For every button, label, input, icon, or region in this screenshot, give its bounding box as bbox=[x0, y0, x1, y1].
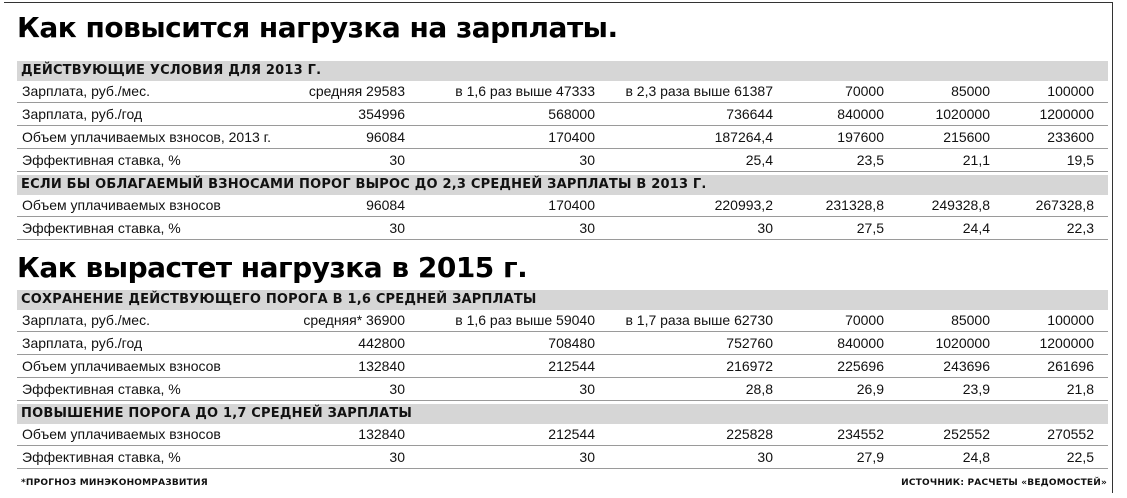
footnote-forecast: *ПРОГНОЗ МИНЭКОНОМРАЗВИТИЯ bbox=[21, 478, 208, 488]
value-col-6: 270552 bbox=[1047, 426, 1094, 442]
value-col-5: 1020000 bbox=[935, 106, 990, 122]
value-col-6: 261696 bbox=[1047, 358, 1094, 374]
row-label: Эффективная ставка, % bbox=[22, 381, 181, 397]
value-col-6: 100000 bbox=[1047, 83, 1094, 99]
section-heading: СОХРАНЕНИЕ ДЕЙСТВУЮЩЕГО ПОРОГА В 1,6 СРЕДНЕЙ ЗАРПЛАТЫ bbox=[17, 290, 1108, 310]
row-label: Объем уплачиваемых взносов, 2013 г. bbox=[22, 129, 271, 145]
value-col-6: 267328,8 bbox=[1035, 197, 1094, 213]
value-col-4: 234552 bbox=[837, 426, 884, 442]
table-row bbox=[17, 355, 1108, 378]
row-label: Зарплата, руб./мес. bbox=[22, 312, 150, 328]
value-col-3: 225828 bbox=[726, 426, 773, 442]
value-col-6: 21,8 bbox=[1066, 381, 1094, 397]
value-col-5: 249328,8 bbox=[931, 197, 990, 213]
table-row bbox=[17, 103, 1108, 126]
value-col-6: 100000 bbox=[1047, 312, 1094, 328]
value-col-3: 187264,4 bbox=[714, 129, 773, 145]
value-col-2: 30 bbox=[579, 220, 595, 236]
value-col-4: 70000 bbox=[845, 83, 884, 99]
value-col-1: 442800 bbox=[358, 335, 405, 351]
footnote-source: ИСТОЧНИК: РАСЧЕТЫ «ВЕДОМОСТЕЙ» bbox=[901, 478, 1107, 488]
value-col-4: 840000 bbox=[837, 106, 884, 122]
value-col-1: 132840 bbox=[358, 358, 405, 374]
row-label: Зарплата, руб./год bbox=[22, 106, 143, 122]
value-col-2: 708480 bbox=[548, 335, 595, 351]
section-heading: ПОВЫШЕНИЕ ПОРОГА ДО 1,7 СРЕДНЕЙ ЗАРПЛАТЫ bbox=[17, 404, 1108, 424]
value-col-3: 752760 bbox=[726, 335, 773, 351]
table-row bbox=[17, 80, 1108, 103]
value-col-2: 170400 bbox=[548, 197, 595, 213]
value-col-6: 19,5 bbox=[1066, 152, 1094, 168]
row-label: Зарплата, руб./мес. bbox=[22, 83, 150, 99]
value-col-2: 170400 bbox=[548, 129, 595, 145]
value-col-4: 231328,8 bbox=[825, 197, 884, 213]
value-col-6: 1200000 bbox=[1039, 335, 1094, 351]
row-label: Эффективная ставка, % bbox=[22, 152, 181, 168]
value-col-3: в 2,3 раза выше 61387 bbox=[625, 83, 773, 99]
value-col-1: средняя* 36900 bbox=[303, 312, 405, 328]
title-2015: Как вырастет нагрузка в 2015 г. bbox=[17, 251, 528, 284]
row-label: Эффективная ставка, % bbox=[22, 220, 181, 236]
value-col-6: 22,3 bbox=[1066, 220, 1094, 236]
value-col-4: 225696 bbox=[837, 358, 884, 374]
section-heading: ЕСЛИ БЫ ОБЛАГАЕМЫЙ ВЗНОСАМИ ПОРОГ ВЫРОС ДО 2,3 СРЕДНЕЙ ЗАРПЛАТЫ В 2013 Г. bbox=[17, 175, 1108, 195]
value-col-4: 197600 bbox=[837, 129, 884, 145]
value-col-3: 30 bbox=[757, 449, 773, 465]
value-col-5: 252552 bbox=[943, 426, 990, 442]
value-col-1: 354996 bbox=[358, 106, 405, 122]
value-col-2: в 1,6 раз выше 47333 bbox=[455, 83, 595, 99]
value-col-5: 85000 bbox=[951, 312, 990, 328]
row-label: Объем уплачиваемых взносов bbox=[22, 358, 221, 374]
title-2013-text: Как повысится нагрузка на зарплаты bbox=[17, 11, 608, 44]
value-col-6: 22,5 bbox=[1066, 449, 1094, 465]
value-col-5: 21,1 bbox=[962, 152, 990, 168]
row-label: Эффективная ставка, % bbox=[22, 449, 181, 465]
value-col-6: 1200000 bbox=[1039, 106, 1094, 122]
table-row bbox=[17, 194, 1108, 217]
value-col-2: 30 bbox=[579, 152, 595, 168]
value-col-5: 24,8 bbox=[962, 449, 990, 465]
value-col-2: 30 bbox=[579, 449, 595, 465]
value-col-4: 26,9 bbox=[856, 381, 884, 397]
value-col-5: 1020000 bbox=[935, 335, 990, 351]
value-col-1: 96084 bbox=[366, 197, 405, 213]
table-row bbox=[17, 446, 1108, 469]
value-col-2: 30 bbox=[579, 381, 595, 397]
value-col-5: 24,4 bbox=[962, 220, 990, 236]
section-heading: ДЕЙСТВУЮЩИЕ УСЛОВИЯ ДЛЯ 2013 Г. bbox=[17, 61, 1108, 81]
table-row bbox=[17, 423, 1108, 446]
table-row bbox=[17, 149, 1108, 172]
value-col-5: 215600 bbox=[943, 129, 990, 145]
value-col-1: 30 bbox=[389, 381, 405, 397]
value-col-4: 840000 bbox=[837, 335, 884, 351]
value-col-3: 736644 bbox=[726, 106, 773, 122]
value-col-2: 568000 bbox=[548, 106, 595, 122]
value-col-4: 27,5 bbox=[856, 220, 884, 236]
value-col-1: 30 bbox=[389, 152, 405, 168]
value-col-5: 85000 bbox=[951, 83, 990, 99]
table-row bbox=[17, 217, 1108, 240]
row-label: Объем уплачиваемых взносов bbox=[22, 426, 221, 442]
row-label: Объем уплачиваемых взносов bbox=[22, 197, 221, 213]
table-row bbox=[17, 126, 1108, 149]
value-col-3: 25,4 bbox=[745, 152, 773, 168]
value-col-6: 233600 bbox=[1047, 129, 1094, 145]
table-row bbox=[17, 378, 1108, 401]
value-col-3: 220993,2 bbox=[714, 197, 773, 213]
value-col-3: 28,8 bbox=[745, 381, 773, 397]
row-label: Зарплата, руб./год bbox=[22, 335, 143, 351]
value-col-2: в 1,6 раз выше 59040 bbox=[455, 312, 595, 328]
value-col-5: 23,9 bbox=[962, 381, 990, 397]
value-col-1: 132840 bbox=[358, 426, 405, 442]
value-col-1: 30 bbox=[389, 449, 405, 465]
table-row bbox=[17, 332, 1108, 355]
value-col-4: 23,5 bbox=[856, 152, 884, 168]
title-2013 bbox=[17, 11, 618, 44]
value-col-3: 216972 bbox=[726, 358, 773, 374]
value-col-5: 243696 bbox=[943, 358, 990, 374]
value-col-2: 212544 bbox=[548, 358, 595, 374]
value-col-4: 70000 bbox=[845, 312, 884, 328]
value-col-3: в 1,7 раза выше 62730 bbox=[625, 312, 773, 328]
table-row bbox=[17, 309, 1108, 332]
value-col-4: 27,9 bbox=[856, 449, 884, 465]
value-col-3: 30 bbox=[757, 220, 773, 236]
value-col-1: 96084 bbox=[366, 129, 405, 145]
value-col-1: 30 bbox=[389, 220, 405, 236]
title-2013-dot: . bbox=[607, 11, 618, 44]
value-col-1: средняя 29583 bbox=[308, 83, 405, 99]
value-col-2: 212544 bbox=[548, 426, 595, 442]
